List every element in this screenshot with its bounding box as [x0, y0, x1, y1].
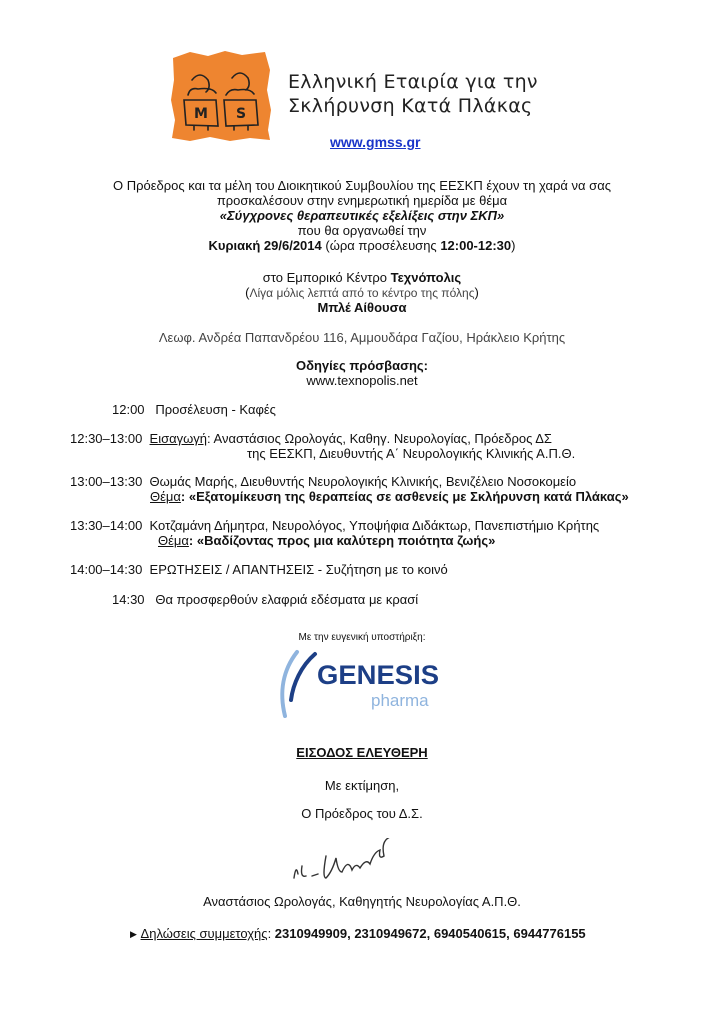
program-time: 12:00	[112, 402, 145, 417]
intro-line1: Ο Πρόεδρος και τα μέλη του Διοικητικού Συμβουλίου της ΕΕΣΚΠ έχουν τη χαρά να σας	[113, 178, 611, 193]
free-entry: ΕΙΣΟΔΟΣ ΕΛΕΥΘΕΡΗ	[296, 745, 428, 760]
contact-label: Δηλώσεις συμμετοχής	[140, 926, 268, 941]
program-label: Θέμα	[158, 533, 189, 548]
website-link-wrap	[330, 134, 421, 152]
program-item-talk1-title	[150, 489, 629, 504]
event-arrival-time: 12:00-12:30	[440, 238, 512, 253]
intro-line2: προσκαλέσουν στην ενημερωτική ημερίδα με θέμα	[216, 193, 508, 208]
program-time: 14:30	[112, 592, 145, 607]
program-time: 12:30–13:00	[70, 431, 143, 446]
organization-name	[288, 70, 538, 118]
program-text: Κοτζαμάνη Δήμητρα, Νευρολόγος, Υποψήφια Διδάκτωρ, Πανεπιστήμιο Κρήτης	[149, 518, 600, 533]
org-name-line1: Ελληνική Εταιρία για την	[288, 71, 538, 93]
program-text: ΕΡΩΤΗΣΕΙΣ / ΑΠΑΝΤΗΣΕΙΣ - Συζήτηση με το κοινό	[149, 562, 448, 577]
sponsor-label: Με την ευγενική υποστήριξη:	[298, 632, 426, 643]
contact-numbers: 2310949909, 2310949672, 6940540615, 6944776155	[274, 926, 586, 941]
bullet-arrow-icon: ▶	[130, 929, 137, 939]
signatory-name: Αναστάσιος Ωρολογάς, Καθηγητής Νευρολογίας Α.Π.Θ.	[203, 894, 521, 909]
event-date-line	[0, 238, 724, 253]
intro-line4: που θα οργανωθεί την	[297, 223, 427, 238]
genesis-wordmark: GENESIS	[317, 660, 439, 690]
pharma-wordmark: pharma	[371, 691, 429, 710]
logo-letter-s: S	[235, 106, 247, 122]
program-item-intro-line2: της ΕΕΣΚΠ, Διευθυντής Α΄ Νευρολογικής Κλινικής Α.Π.Θ.	[247, 446, 576, 461]
venue-name: Τεχνόπολις	[390, 270, 462, 285]
program-item-arrival	[112, 402, 276, 417]
program-text: Θα προσφερθούν ελαφριά εδέσματα με κρασί	[155, 592, 419, 607]
president-title: Ο Πρόεδρος του Δ.Σ.	[301, 806, 423, 821]
venue-note-open: (	[245, 285, 250, 300]
event-date: Κυριακή 29/6/2014	[208, 238, 322, 253]
program-title: : «Βαδίζοντας προς μια καλύτερη ποιότητα ζωής»	[188, 533, 496, 548]
program-item-qa	[70, 562, 448, 577]
logo-letter-m: M	[194, 106, 208, 122]
org-name-line2: Σκλήρυνση Κατά Πλάκας	[288, 95, 533, 117]
society-logo	[170, 50, 272, 142]
venue-hall: Μπλέ Αίθουσα	[317, 300, 407, 315]
venue-note-line	[0, 285, 724, 301]
program-text: Προσέλευση - Καφές	[155, 402, 276, 417]
genesis-pharma-logo	[275, 648, 455, 720]
program-label: Εισαγωγή	[149, 431, 208, 446]
contact-sep: :	[267, 926, 275, 941]
program-item-refreshments	[112, 592, 418, 607]
program-item-talk2	[70, 518, 599, 533]
directions-url[interactable]: www.texnopolis.net	[306, 373, 418, 388]
contact-line	[130, 926, 586, 942]
signature-image	[288, 838, 438, 888]
program-text: : Αναστάσιος Ωρολογάς, Καθηγ. Νευρολογίας, Πρόεδρος ΔΣ	[207, 431, 552, 446]
program-item-talk1	[70, 474, 576, 489]
program-item-talk2-title	[158, 533, 495, 548]
program-text: Θωμάς Μαρής, Διευθυντής Νευρολογικής Κλινικής, Βενιζέλειο Νοσοκομείο	[149, 474, 577, 489]
venue-line	[0, 270, 724, 285]
venue-note-close: )	[474, 285, 479, 300]
directions-title: Οδηγίες πρόσβασης:	[296, 358, 428, 373]
event-theme: «Σύγχρονες θεραπευτικές εξελίξεις στην ΣΚΠ»	[219, 208, 505, 223]
event-date-end: )	[511, 238, 516, 253]
regards: Με εκτίμηση,	[324, 778, 400, 793]
website-link[interactable]: www.gmss.gr	[330, 134, 421, 150]
program-time: 14:00–14:30	[70, 562, 143, 577]
venue-note: Λίγα μόλις λεπτά από το κέντρο της πόλης	[249, 286, 475, 300]
program-title: : «Εξατομίκευση της θεραπείας σε ασθενείς με Σκλήρυνση κατά Πλάκας»	[180, 489, 629, 504]
venue-address: Λεωφ. Ανδρέα Παπανδρέου 116, Αμμουδάρα Γαζίου, Ηράκλειο Κρήτης	[158, 330, 566, 345]
program-time: 13:30–14:00	[70, 518, 143, 533]
program-item-intro	[70, 431, 552, 446]
venue-prefix: στο Εμπορικό Κέντρο	[262, 270, 391, 285]
event-date-mid: (ώρα προσέλευσης	[321, 238, 441, 253]
program-label: Θέμα	[150, 489, 181, 504]
program-time: 13:00–13:30	[70, 474, 143, 489]
